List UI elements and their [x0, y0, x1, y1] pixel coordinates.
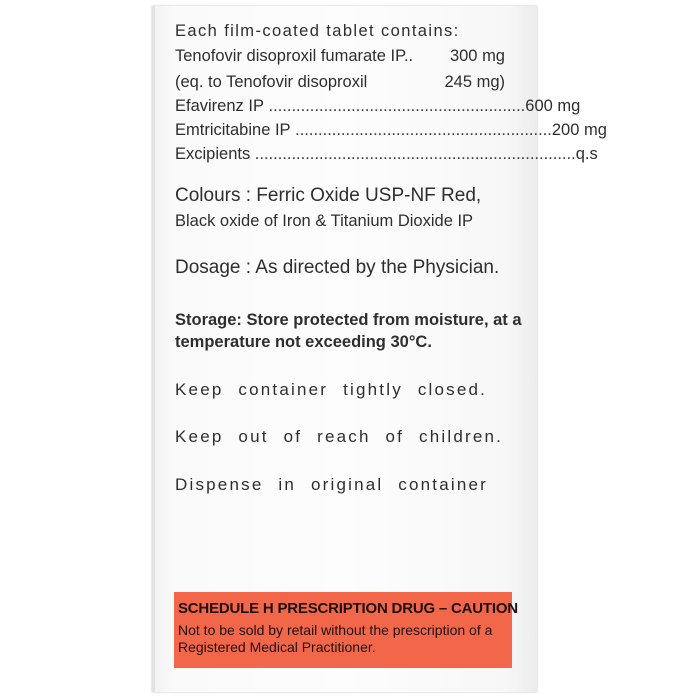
dot-leader: ........................................................ [263, 97, 526, 115]
ingredient-row [175, 46, 505, 66]
composition-heading: Each film-coated tablet contains: [175, 22, 460, 40]
ingredient-name: Efavirenz IP [175, 97, 264, 115]
ingredient-row [175, 72, 505, 92]
ingredient-row [175, 120, 607, 140]
ingredient-amount: 200 mg [551, 121, 607, 139]
keep-children-text: Keep out of reach of children. [175, 427, 504, 446]
ingredient-name: Excipients [175, 145, 251, 163]
caution-title: SCHEDULE H PRESCRIPTION DRUG – CAUTION [178, 600, 518, 617]
dispense-text: Dispense in original container [175, 475, 489, 494]
box-edge [152, 6, 155, 692]
storage-line: temperature not exceeding 30°C. [175, 333, 432, 351]
ingredient-name: (eq. to Tenofovir disoproxil [175, 73, 368, 91]
caution-box [174, 592, 518, 668]
ingredient-name: Emtricitabine IP [175, 121, 291, 139]
ingredient-name: Tenofovir disoproxil fumarate IP.. [175, 47, 414, 65]
dot-leader: ........................................................ [290, 121, 552, 139]
ingredient-row [175, 144, 598, 164]
keep-closed-text: Keep container tightly closed. [175, 380, 488, 399]
ingredient-amount: q.s [575, 145, 598, 163]
colours-line: Black oxide of Iron & Titanium Dioxide IP [175, 212, 474, 230]
colours-line: Colours : Ferric Oxide USP-NF Red, [175, 185, 482, 206]
ingredient-amount: 300 mg [449, 47, 505, 65]
ingredient-amount: 600 mg [525, 97, 581, 115]
caution-body: Not to be sold by retail without the prescription of a Registered Medical Practitioner. [178, 622, 493, 655]
storage-line: Storage: Store protected from moisture, at a [175, 311, 522, 329]
ingredient-row [175, 96, 581, 116]
ingredient-amount: 245 mg) [444, 73, 505, 91]
dot-leader: ...................................................................... [250, 145, 576, 163]
dosage-text: Dosage : As directed by the Physician. [175, 257, 500, 278]
